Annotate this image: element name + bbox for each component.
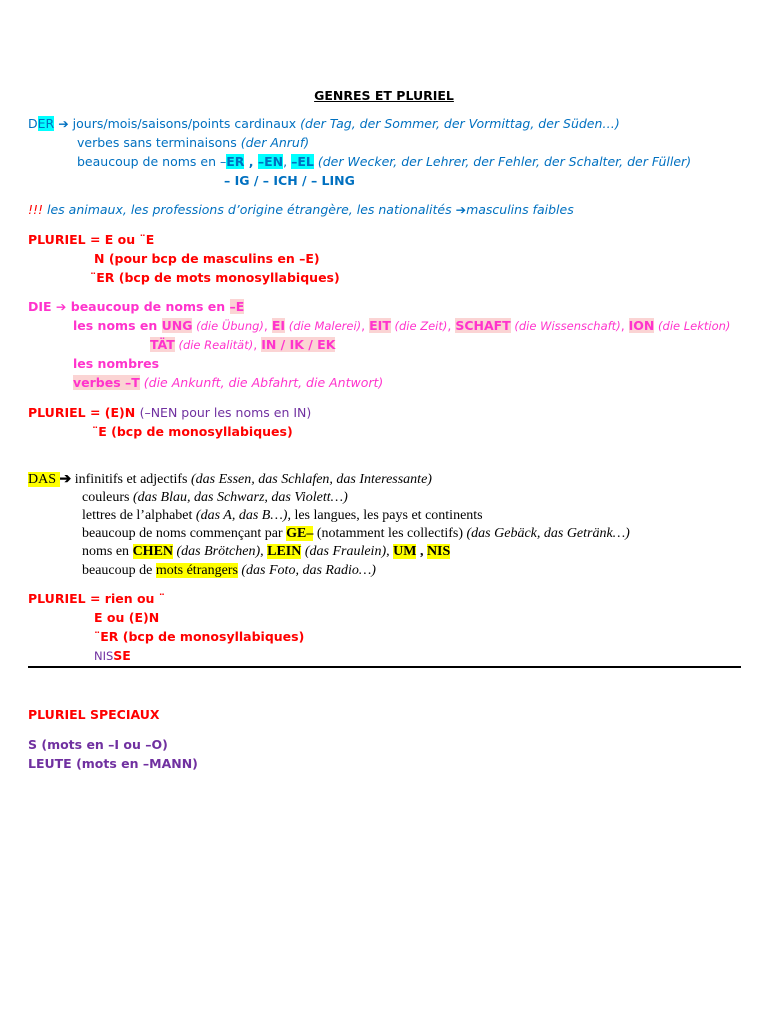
- das-example: (das Gebäck, das Getränk…): [466, 526, 630, 541]
- das-line6-text: beaucoup de: [82, 563, 156, 578]
- der-suffix-er: ER: [226, 154, 245, 169]
- der-line3-text: beaucoup de noms en –: [77, 154, 227, 169]
- pluriel-die-line-2: ¨E (bcp de monosyllabiques): [92, 424, 293, 439]
- die-suffix-schaft: SCHAFT: [455, 318, 511, 333]
- die-suffix-eit: EIT: [369, 318, 391, 333]
- separator: ,: [386, 544, 394, 559]
- pluriel-die-in: IN): [293, 405, 312, 420]
- separator: ,: [361, 318, 370, 333]
- das-line2-text: couleurs: [82, 490, 133, 505]
- der-line-2: [77, 134, 309, 151]
- das-line-6: [82, 562, 376, 579]
- separator: ,: [283, 154, 292, 169]
- die-label: DIE: [28, 299, 56, 314]
- der-line-1: [28, 115, 620, 132]
- separator: ,: [253, 337, 262, 352]
- das-example: (das Blau, das Schwarz, das Violett…): [132, 490, 348, 505]
- pluriel-das-line-3: ¨ER (bcp de monosyllabiques): [94, 629, 305, 644]
- separator: ,: [260, 544, 268, 559]
- der-line-3: [77, 153, 691, 170]
- die-line-1: [28, 298, 244, 315]
- separator: ,: [263, 318, 272, 333]
- das-example: (das Brötchen): [173, 544, 261, 559]
- die-example: (die Übung): [192, 319, 264, 333]
- separator: ,: [244, 154, 258, 169]
- pluriel-die-line-1: [28, 404, 311, 421]
- die-line-2: [73, 317, 730, 335]
- pluriel-speciaux-line-1: S (mots en –I ou –O): [28, 737, 168, 752]
- pluriel-speciaux-line-2: LEUTE (mots en –MANN): [28, 756, 198, 771]
- die-suffix-ion: ION: [628, 318, 655, 333]
- pluriel-das-se: SE: [113, 648, 131, 663]
- die-example: (die Realität): [174, 338, 254, 352]
- das-suffix-um: UM: [393, 544, 417, 559]
- das-line-1: [28, 471, 432, 488]
- die-line2-text: les noms en: [73, 318, 162, 333]
- die-suffix-in-ik-ek: IN / IK / EK: [261, 337, 336, 352]
- arrow-right-icon: ➔: [455, 202, 467, 217]
- der-line2-text: verbes sans terminaisons: [77, 135, 241, 150]
- das-line5-text: noms en: [82, 544, 133, 559]
- das-line-4: [82, 525, 630, 542]
- arrow-right-icon: ➔: [59, 472, 72, 487]
- das-label: DAS: [28, 472, 60, 487]
- das-suffix-nis: NIS: [426, 544, 451, 559]
- das-line3-end: , les langues, les pays et continents: [287, 508, 483, 523]
- die-suffix-tat: TÄT: [150, 337, 175, 352]
- note-marks: !!!: [28, 202, 44, 217]
- pluriel-der-line-2: N (pour bcp de masculins en –E): [94, 251, 320, 266]
- die-example: (die Lektion): [654, 319, 731, 333]
- pluriel-der-line-3: ¨ER (bcp de mots monosyllabiques): [90, 270, 340, 285]
- der-suffix-el: –EL: [291, 154, 314, 169]
- das-example: (das Foto, das Radio…): [237, 563, 376, 578]
- das-line-5: [82, 543, 450, 560]
- die-suffix-ung: UNG: [161, 318, 193, 333]
- das-line1-text: infinitifs et adjectifs: [71, 472, 191, 487]
- page-title: GENRES ET PLURIEL: [314, 88, 454, 103]
- die-line-5: [73, 374, 383, 391]
- die-line-3: [150, 336, 335, 354]
- separator: ,: [416, 544, 427, 559]
- horizontal-divider: [28, 666, 741, 668]
- das-prefix-ge: GE–: [286, 526, 314, 541]
- pluriel-das-line-2: E ou (E)N: [94, 610, 160, 625]
- die-example: (die Malerei): [285, 319, 362, 333]
- die-verbes-t: verbes –T: [73, 375, 140, 390]
- das-suffix-lein: LEIN: [267, 544, 302, 559]
- pluriel-das-line-1: PLURIEL = rien ou ¨: [28, 591, 166, 606]
- die-suffix-e: –E: [229, 299, 245, 314]
- pluriel-speciaux-title: PLURIEL SPECIAUX: [28, 707, 160, 722]
- pluriel-das-line-4: [94, 647, 131, 665]
- das-line4-text: beaucoup de noms commençant par: [82, 526, 287, 541]
- die-example: (die Wissenschaft): [510, 319, 621, 333]
- separator: ,: [447, 318, 456, 333]
- das-example: (das A, das B…): [195, 508, 288, 523]
- der-note: [28, 201, 574, 218]
- note-text: les animaux, les professions d’origine étrangère, les nationalités: [43, 202, 456, 217]
- das-line-2: [82, 489, 348, 506]
- die-example: (die Zeit): [390, 319, 448, 333]
- pluriel-die-text: pour les noms en: [181, 405, 294, 420]
- arrow-right-icon: ➔: [58, 116, 69, 131]
- das-example: (das Fraulein): [301, 544, 387, 559]
- der-line3-examples: (der Wecker, der Lehrer, der Fehler, der Schalter, der Füller): [313, 154, 692, 169]
- der-label-er: ER: [37, 116, 55, 131]
- die-line1-text: beaucoup de noms en: [66, 299, 230, 314]
- das-line4-mid: (notamment les collectifs): [313, 526, 467, 541]
- die-suffix-ei: EI: [271, 318, 286, 333]
- arrow-right-icon: ➔: [55, 299, 67, 314]
- der-line1-text: jours/mois/saisons/points cardinaux: [68, 116, 301, 131]
- pluriel-die-nen: (–NEN: [139, 405, 182, 420]
- die-example: (die Ankunft, die Abfahrt, die Antwort): [139, 375, 384, 390]
- der-line1-examples: (der Tag, der Sommer, der Vormittag, der Süden…): [300, 116, 620, 131]
- das-line-3: [82, 507, 483, 524]
- separator: ,: [620, 318, 629, 333]
- das-suffix-chen: CHEN: [132, 544, 174, 559]
- pluriel-der-line-1: PLURIEL = E ou ¨E: [28, 232, 155, 247]
- pluriel-die-rule: PLURIEL = (E)N: [28, 405, 140, 420]
- das-example: (das Essen, das Schlafen, das Interessante): [191, 472, 432, 487]
- der-suffix-en: –EN: [257, 154, 284, 169]
- der-line-4: – IG / – ICH / – LING: [224, 173, 355, 188]
- der-line2-examples: (der Anruf): [240, 135, 310, 150]
- note-end: masculins faibles: [466, 202, 574, 217]
- der-label-d: D: [28, 116, 38, 131]
- pluriel-das-nis: NIS: [94, 649, 114, 663]
- die-line-4: les nombres: [73, 356, 160, 371]
- das-line3-text: lettres de l’alphabet: [82, 508, 196, 523]
- das-mots-etrangers: mots étrangers: [155, 563, 238, 578]
